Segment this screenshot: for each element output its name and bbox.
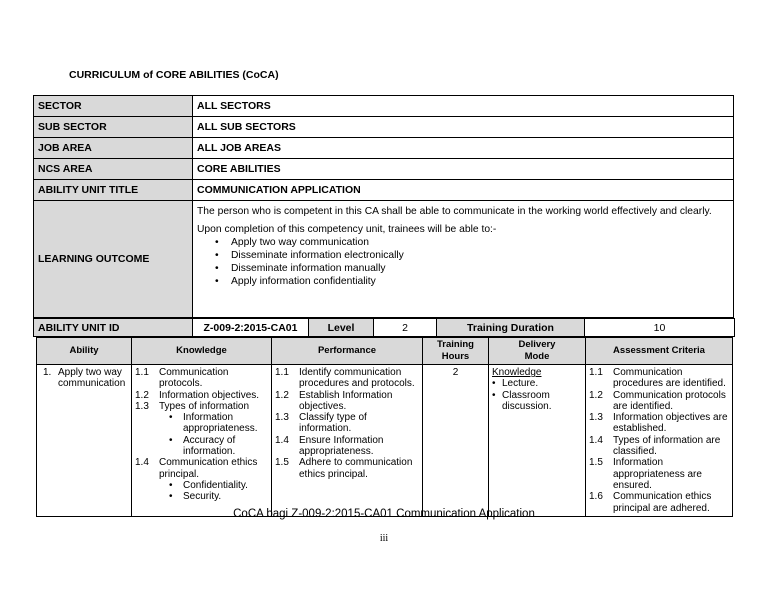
learning-outcome-content [193,201,734,318]
ability-cell [37,365,132,517]
ncs-area-label: NCS AREA [34,159,193,180]
performance-item: 1.3 Classify type of information. [275,412,367,435]
knowledge-subitem: • Accuracy of information. [169,434,236,458]
sector-label: SECTOR [34,96,193,117]
performance-item: 1.4 Ensure Information appropriateness. [275,434,384,458]
detail-content-row [37,365,733,517]
learning-outcome-item: • Apply two way communication [231,236,729,249]
learning-outcome-item: • Apply information confidentiality [231,275,729,288]
unit-title-label: ABILITY UNIT TITLE [34,180,193,201]
unit-info-table [33,95,734,318]
delivery-item: • Lecture. [492,378,539,390]
performance-item: 1.5 Adhere to communication ethics principal. [275,457,413,480]
info-row-ncs-area [34,159,734,180]
assessment-item: 1.2 Communication protocols are identified. [589,389,726,412]
delivery-mode-header-line1: Delivery [518,339,556,350]
sub-sector-value: ALL SUB SECTORS [193,117,734,138]
training-duration-value: 10 [585,319,735,337]
knowledge-subitem: • Security. [169,491,222,503]
delivery-item: • Classroom discussion. [492,389,552,412]
unit-id-value: Z-009-2:2015-CA01 [193,319,309,337]
training-hours-header-line2: Hours [441,351,470,362]
level-value: 2 [374,319,437,337]
assessment-item: 1.1 Communication procedures are identified. [589,367,726,390]
learning-outcome-item: • Disseminate information manually [231,262,729,275]
unit-id-row [33,318,735,337]
knowledge-item: 1.3 Types of information [135,400,250,412]
detail-header-row [37,338,733,365]
delivery-mode-header [489,338,586,365]
training-duration-label: Training Duration [437,319,585,337]
learning-outcome-label: LEARNING OUTCOME [34,201,193,318]
assessment-item: 1.6 Communication ethics principal are adhered. [589,491,712,514]
unit-title-value: COMMUNICATION APPLICATION [193,180,734,201]
knowledge-header: Knowledge [132,338,272,365]
unit-id-label: ABILITY UNIT ID [34,319,193,337]
ability-item: 1. Apply two way communication [43,367,126,390]
knowledge-cell [132,365,272,517]
sector-value: ALL SECTORS [193,96,734,117]
training-hours-cell: 2 [423,365,489,517]
page-footer: CoCA bagi Z-009-2:2015-CA01 Communication Application [233,508,535,520]
delivery-mode-cell [489,365,586,517]
info-row-learning-outcome [34,201,734,318]
learning-outcome-list [197,236,729,288]
document-title: CURRICULUM of CORE ABILITIES (CoCA) [69,69,279,81]
training-hours-header-line1: Training [437,339,474,350]
knowledge-subitem: • Information appropriateness. [169,412,258,435]
info-row-sub-sector [34,117,734,138]
ncs-area-value: CORE ABILITIES [193,159,734,180]
info-row-sector [34,96,734,117]
info-row-job-area [34,138,734,159]
knowledge-item: 1.2 Information objectives. [135,389,260,401]
assessment-item: 1.3 Information objectives are established. [589,412,728,435]
job-area-value: ALL JOB AREAS [193,138,734,159]
ability-header: Ability [37,338,132,365]
knowledge-subitem: • Confidentiality. [169,479,248,491]
performance-item: 1.1 Identify communication procedures and protocols. [275,367,415,390]
info-row-unit-title [34,180,734,201]
job-area-label: JOB AREA [34,138,193,159]
assessment-item: 1.4 Types of information are classified. [589,434,721,458]
performance-item: 1.2 Establish Information objectives. [275,389,393,412]
delivery-mode-header-line2: Mode [524,351,550,362]
sub-sector-label: SUB SECTOR [34,117,193,138]
assessment-criteria-cell [586,365,733,517]
page-number: iii [379,533,389,544]
assessment-item: 1.5 Information appropriateness are ensured. [589,457,702,491]
performance-cell [272,365,423,517]
learning-outcome-item: • Disseminate information electronically [231,249,729,262]
learning-outcome-intro: Upon completion of this competency unit, trainees will be able to:- [197,224,497,235]
knowledge-item: 1.4 Communication ethics principal. [135,457,258,480]
knowledge-item: 1.1 Communication protocols. [135,367,229,390]
curriculum-detail-table [36,337,733,517]
performance-header: Performance [272,338,423,365]
level-label: Level [309,319,374,337]
assessment-criteria-header: Assessment Criteria [586,338,733,365]
training-hours-header [423,338,489,365]
learning-outcome-statement: The person who is competent in this CA shall be able to communicate in the working world effectively and clearly. [197,206,712,217]
delivery-heading: Knowledge [492,367,542,378]
